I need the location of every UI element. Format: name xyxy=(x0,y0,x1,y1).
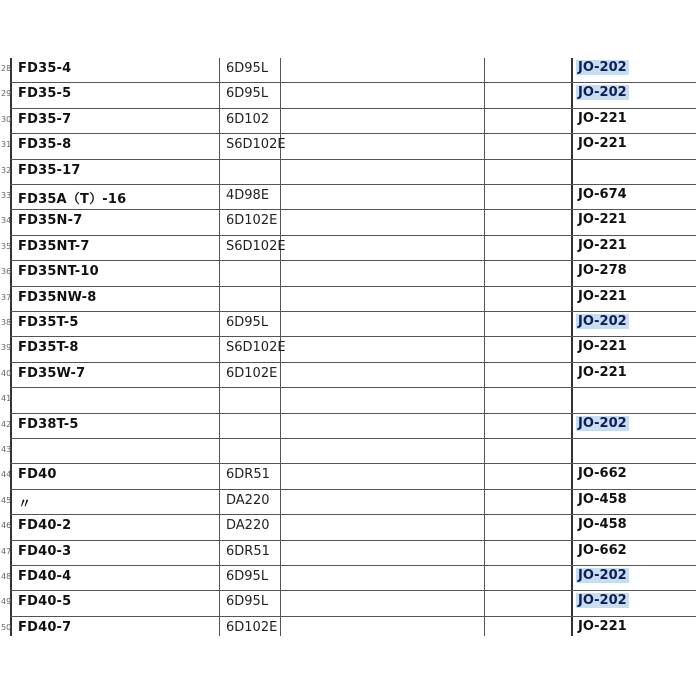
row-number: 37 xyxy=(1,292,12,302)
part-number-cell: JO-662 xyxy=(578,542,627,558)
part-number-cell: JO-221 xyxy=(578,237,627,253)
row-number: 44 xyxy=(1,470,12,480)
model-cell: FD35NT-7 xyxy=(18,238,90,254)
model-cell: FD35-4 xyxy=(18,61,72,76)
engine-cell: S6D102E xyxy=(226,340,286,356)
row-number: 31 xyxy=(1,140,12,150)
row-number: 38 xyxy=(1,318,12,327)
engine-cell: 6DR51 xyxy=(226,543,270,559)
table-row xyxy=(0,439,696,464)
model-cell: FD40 xyxy=(18,467,57,483)
engine-cell: S6D102E xyxy=(226,137,286,153)
table-row xyxy=(0,160,696,185)
row-number: 48 xyxy=(1,572,12,581)
engine-cell: 4D98E xyxy=(226,188,270,203)
table-row xyxy=(0,236,696,261)
part-number-cell: JO-221 xyxy=(578,364,627,380)
model-cell: FD35W-7 xyxy=(18,365,86,381)
part-number-cell: JO-458 xyxy=(578,491,627,507)
part-number-cell: JO-221 xyxy=(578,110,627,126)
model-cell: FD35-7 xyxy=(18,111,72,127)
part-number-cell: JO-202 xyxy=(578,568,627,583)
engine-cell: 6D102E xyxy=(226,365,278,381)
part-number-cell: JO-674 xyxy=(578,187,627,202)
model-cell: FD35N-7 xyxy=(18,213,83,229)
model-cell: FD40-4 xyxy=(18,569,72,584)
part-number-cell: JO-202 xyxy=(578,314,627,329)
engine-cell: DA220 xyxy=(226,518,270,534)
row-number: 43 xyxy=(1,445,12,454)
table-row xyxy=(0,388,696,413)
table-row xyxy=(0,566,696,591)
model-cell: FD35NT-10 xyxy=(18,264,99,280)
model-cell: FD35-17 xyxy=(18,162,81,178)
table-row xyxy=(0,414,696,439)
part-number-cell: JO-202 xyxy=(578,60,627,75)
part-number-cell: JO-221 xyxy=(578,288,627,304)
part-number-cell: JO-221 xyxy=(578,212,627,228)
table-row xyxy=(0,210,696,235)
parts-table xyxy=(0,58,696,636)
engine-cell: S6D102E xyxy=(226,238,286,254)
part-number-cell: JO-202 xyxy=(578,415,627,431)
row-number: 47 xyxy=(1,546,12,556)
engine-cell: 6D102E xyxy=(226,619,278,635)
table-row xyxy=(0,541,696,566)
model-cell: 〃 xyxy=(18,496,32,512)
table-row xyxy=(0,464,696,489)
table-row xyxy=(0,591,696,616)
table-row xyxy=(0,312,696,337)
table-row xyxy=(0,109,696,134)
table-row xyxy=(0,515,696,540)
engine-cell: 6D95L xyxy=(226,315,269,330)
table-row xyxy=(0,58,696,83)
model-cell: FD40-7 xyxy=(18,619,72,635)
row-number: 35 xyxy=(1,241,12,251)
part-number-cell: JO-202 xyxy=(578,593,627,609)
row-number: 46 xyxy=(1,521,12,531)
engine-cell: 6D95L xyxy=(226,594,269,610)
row-number: 41 xyxy=(1,394,12,404)
row-number: 45 xyxy=(1,495,12,505)
engine-cell: 6DR51 xyxy=(226,467,270,483)
row-number: 34 xyxy=(1,216,12,226)
model-cell: FD35NW-8 xyxy=(18,289,97,305)
table-row xyxy=(0,134,696,159)
model-cell: FD40-2 xyxy=(18,518,72,534)
table-row xyxy=(0,490,696,515)
row-number: 28 xyxy=(1,64,12,73)
row-number: 49 xyxy=(1,597,12,607)
row-number: 29 xyxy=(1,89,12,99)
row-number: 36 xyxy=(1,267,12,277)
table-row xyxy=(0,185,696,210)
model-cell: FD35A（T）-16 xyxy=(18,192,127,207)
part-number-cell: JO-221 xyxy=(578,618,627,634)
model-cell: FD35-8 xyxy=(18,137,72,153)
model-cell: FD40-5 xyxy=(18,594,72,610)
engine-cell: 6D102 xyxy=(226,111,270,127)
model-cell: FD35T-8 xyxy=(18,340,79,356)
part-number-cell: JO-662 xyxy=(578,466,627,482)
table-row xyxy=(0,83,696,108)
model-cell: FD40-3 xyxy=(18,543,72,559)
engine-cell: 6D95L xyxy=(226,569,269,584)
table-row xyxy=(0,617,696,636)
model-cell: FD35T-5 xyxy=(18,315,79,330)
row-number: 50 xyxy=(1,622,12,632)
engine-cell: 6D95L xyxy=(226,61,269,76)
row-number: 33 xyxy=(1,191,12,200)
model-cell: FD35-5 xyxy=(18,86,72,102)
part-number-cell: JO-458 xyxy=(578,517,627,533)
row-number: 32 xyxy=(1,165,12,175)
table-row xyxy=(0,261,696,286)
table-row xyxy=(0,287,696,312)
engine-cell: 6D102E xyxy=(226,213,278,229)
model-cell: FD38T-5 xyxy=(18,416,79,432)
part-number-cell: JO-202 xyxy=(578,85,627,101)
table-row xyxy=(0,337,696,362)
row-number: 39 xyxy=(1,343,12,353)
table-row xyxy=(0,363,696,388)
row-number: 42 xyxy=(1,419,12,429)
row-number: 40 xyxy=(1,368,12,378)
part-number-cell: JO-278 xyxy=(578,263,627,279)
part-number-cell: JO-221 xyxy=(578,339,627,355)
engine-cell: DA220 xyxy=(226,492,270,508)
engine-cell: 6D95L xyxy=(226,86,269,102)
part-number-cell: JO-221 xyxy=(578,136,627,152)
row-number: 30 xyxy=(1,114,12,124)
